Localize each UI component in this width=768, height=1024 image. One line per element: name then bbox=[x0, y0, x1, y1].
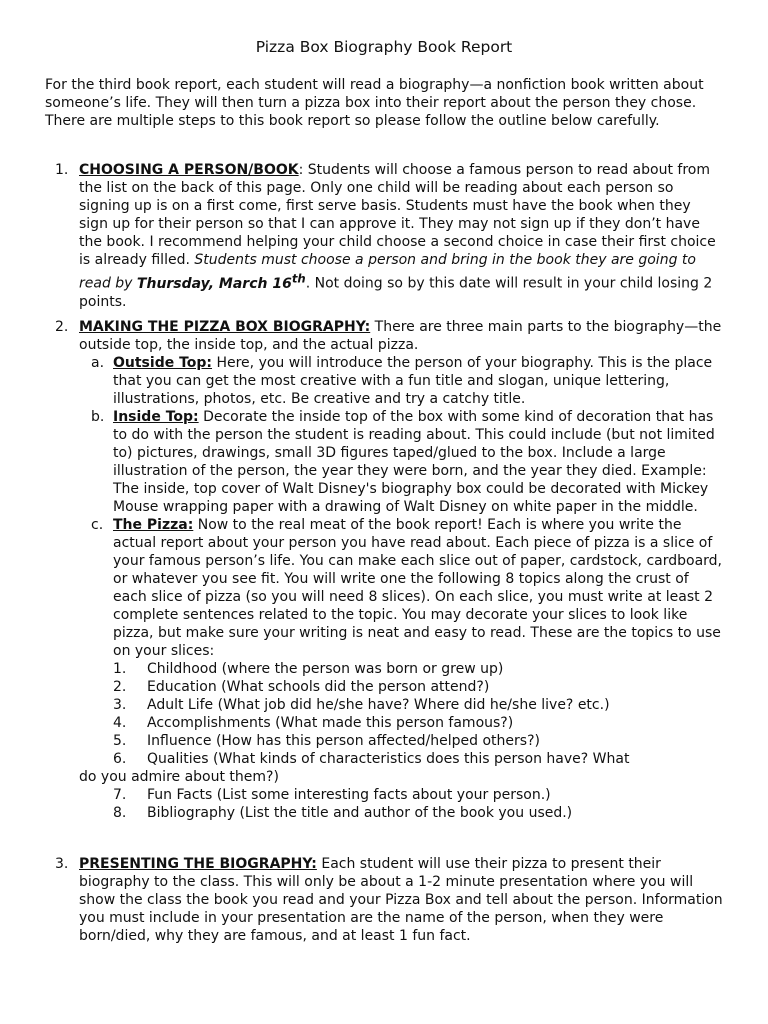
list-item bbox=[45, 714, 725, 732]
list-item bbox=[45, 732, 725, 750]
deadline-suffix: th bbox=[291, 271, 306, 285]
subsection-heading: Inside Top: bbox=[113, 409, 199, 425]
topic-text-continued: do you admire about them?) bbox=[79, 769, 279, 785]
section-heading: CHOOSING A PERSON/BOOK bbox=[79, 162, 299, 178]
topic-text: Childhood (where the person was born or grew up) bbox=[147, 661, 504, 677]
section-body bbox=[79, 855, 723, 945]
section-number: 2. bbox=[55, 319, 69, 335]
subsection-text: Now to the real meat of the book report! Each is where you write the actual report about your person you have read about. Each piece of pizza is a slice of your famous person’s life. You can make each slice out of paper, cardstock, cardboard, or whatever you see fit. You will write one the following 8 topics along the crust of each slice of pizza (so you will need 8 slices). On each slice, you must write at least 2 complete sentences related to the topic. You may decorate your slices to look like pizza, but make sure your writing is neat and easy to read. These are the topics to use on your slices: bbox=[113, 517, 722, 659]
list-item bbox=[45, 678, 725, 696]
pizza-topics-list bbox=[45, 660, 725, 822]
topic-number: 4. bbox=[113, 715, 127, 731]
topic-text: Bibliography (List the title and author of the book you used.) bbox=[147, 805, 573, 821]
topic-number: 2. bbox=[113, 679, 127, 695]
topic-text: Adult Life (What job did he/she have? Where did he/she live? etc.) bbox=[147, 697, 610, 713]
topic-number: 1. bbox=[113, 661, 127, 677]
subsection-letter: c. bbox=[91, 517, 104, 533]
topic-text: Education (What schools did the person attend?) bbox=[147, 679, 490, 695]
list-item bbox=[45, 786, 725, 804]
topic-text: Fun Facts (List some interesting facts about your person.) bbox=[147, 787, 551, 803]
subsection-heading: The Pizza: bbox=[113, 517, 194, 533]
subsection-letter: a. bbox=[91, 355, 105, 371]
section-text: There are three main parts to the biography—the outside top, the inside top, and the actual pizza. bbox=[79, 319, 722, 353]
section-body bbox=[79, 318, 723, 354]
topic-text: Accomplishments (What made this person famous?) bbox=[147, 715, 514, 731]
section-text: Each student will use their pizza to present their biography to the class. This will only be about a 1-2 minute presentation where you will show the class the book you read and your Pizza Box and tell about the person. Information you must include in your presentation are the name of the person, when they were born/died, why they are famous, and at least 1 fun fact. bbox=[79, 856, 723, 944]
subsection-text: Decorate the inside top of the box with some kind of decoration that has to do with the person the student is reading about. This could include (but not limited to) pictures, drawings, small 3D figures taped/glued to the box. Include a large illustration of the person, the year they were born, and the year they died. Example: The inside, top cover of Walt Disney's biography box could be decorated with Mickey Mouse wrapping paper with a drawing of Walt Disney on white paper in the middle. bbox=[113, 409, 715, 515]
section-body bbox=[79, 161, 723, 311]
topic-text: Influence (How has this person affected/helped others?) bbox=[147, 733, 540, 749]
section-after-text: . Not doing so by this date will result in your child losing 2 points. bbox=[79, 275, 713, 310]
topic-number: 7. bbox=[113, 787, 127, 803]
deadline-date: Thursday, March 16 bbox=[136, 275, 292, 292]
topic-number: 6. bbox=[113, 751, 127, 767]
list-item bbox=[45, 696, 725, 714]
section-italic-text: Students must choose a person and bring in the book they are going to read by bbox=[79, 252, 696, 292]
document-title: Pizza Box Biography Book Report bbox=[255, 38, 513, 56]
section-making-pizza-box bbox=[45, 318, 725, 822]
topic-number: 5. bbox=[113, 733, 127, 749]
subsection-the-pizza bbox=[91, 516, 724, 660]
section-choosing-person bbox=[45, 161, 725, 311]
intro-paragraph: For the third book report, each student will read a biography—a nonfiction book written about someone’s life. They will then turn a pizza box into their report about the person they chose. There are multiple steps to this book report so please follow the outline below carefully. bbox=[45, 77, 704, 129]
section-heading: MAKING THE PIZZA BOX BIOGRAPHY: bbox=[79, 319, 371, 335]
list-item bbox=[45, 750, 725, 786]
subsection-letter: b. bbox=[91, 409, 105, 425]
section-number: 3. bbox=[55, 856, 69, 872]
subsection-heading: Outside Top: bbox=[113, 355, 213, 371]
list-item bbox=[45, 804, 725, 822]
subsection-inside-top bbox=[91, 408, 724, 516]
list-item bbox=[45, 660, 725, 678]
section-presenting bbox=[45, 855, 725, 945]
subsection-text: Here, you will introduce the person of your biography. This is the place that you can get the most creative with a fun title and slogan, unique lettering, illustrations, photos, etc. Be creative and try a catchy title. bbox=[113, 355, 713, 407]
topic-number: 8. bbox=[113, 805, 127, 821]
topic-number: 3. bbox=[113, 697, 127, 713]
section-text: : Students will choose a famous person to read about from the list on the back of this page. Only one child will be reading about each person so signing up is on a first come, first serve basis. Students must have the book when they sign up for their person so that I can approve it. They may not sign up if they don’t have the book. I recommend helping your child choose a second choice in case their first choice is already filled. bbox=[79, 162, 716, 268]
subsection-outside-top bbox=[91, 354, 724, 408]
section-number: 1. bbox=[55, 162, 69, 178]
section-heading: PRESENTING THE BIOGRAPHY: bbox=[79, 856, 317, 872]
topic-text: Qualities (What kinds of characteristics does this person have? What bbox=[147, 751, 630, 767]
